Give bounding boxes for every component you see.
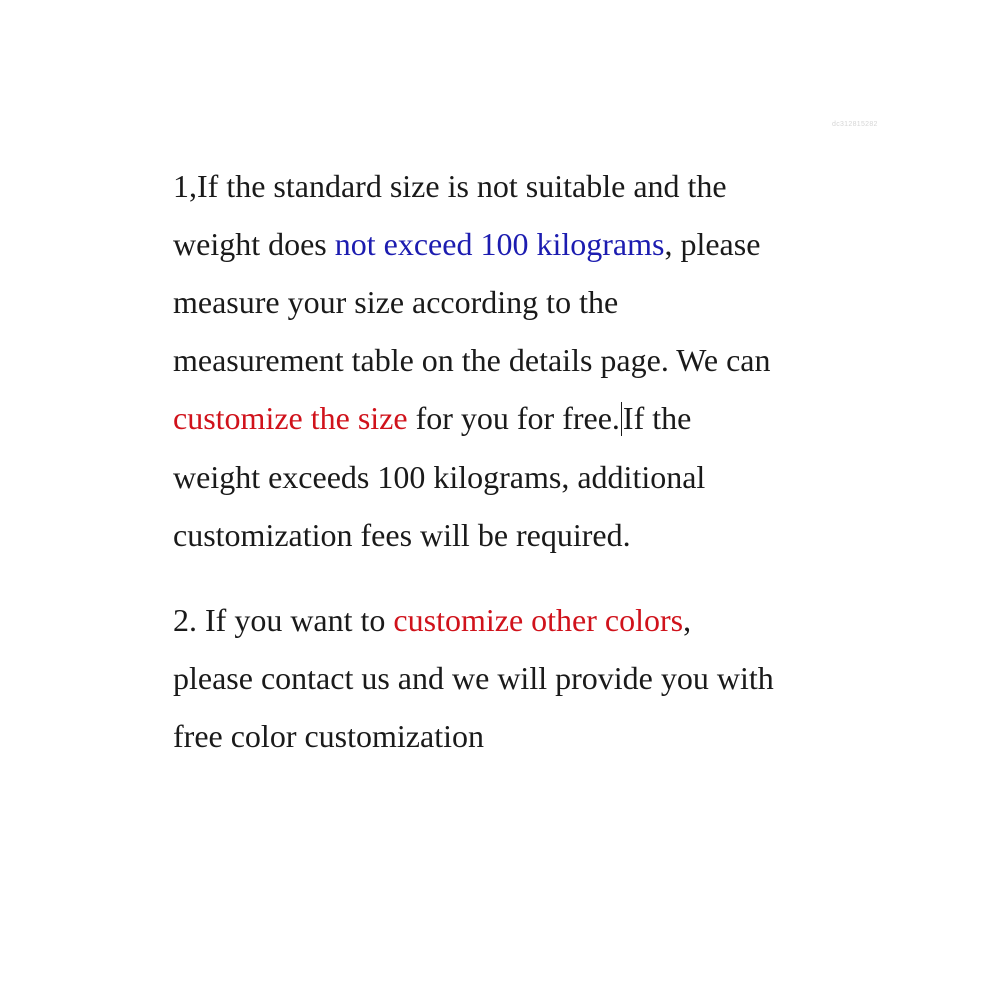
highlight-customize-size: customize the size — [173, 400, 408, 436]
text-segment: weight does — [173, 226, 335, 262]
text-segment: for you for free. — [407, 400, 620, 436]
text-segment: 2. If you want to — [173, 602, 394, 638]
text-line — [173, 398, 691, 438]
text-line — [173, 224, 760, 264]
text-line: weight exceeds 100 kilograms, additional — [173, 459, 706, 495]
highlight-weight-limit: not exceed 100 kilograms — [334, 226, 665, 262]
text-segment: , — [683, 602, 692, 638]
watermark-text: dc312815282 — [832, 121, 878, 128]
text-cursor — [621, 402, 622, 436]
highlight-customize-colors: customize other colors — [393, 602, 684, 638]
text-line: measurement table on the details page. We can — [173, 342, 771, 378]
text-segment: If the — [622, 400, 692, 436]
text-line: customization fees will be required. — [173, 517, 631, 553]
text-line: 1,If the standard size is not suitable and the — [173, 168, 727, 204]
text-segment: , please — [664, 226, 761, 262]
text-line: free color customization — [173, 718, 484, 754]
text-line — [173, 600, 691, 640]
text-line: please contact us and we will provide you with — [173, 660, 774, 696]
text-line: measure your size according to the — [173, 284, 619, 320]
